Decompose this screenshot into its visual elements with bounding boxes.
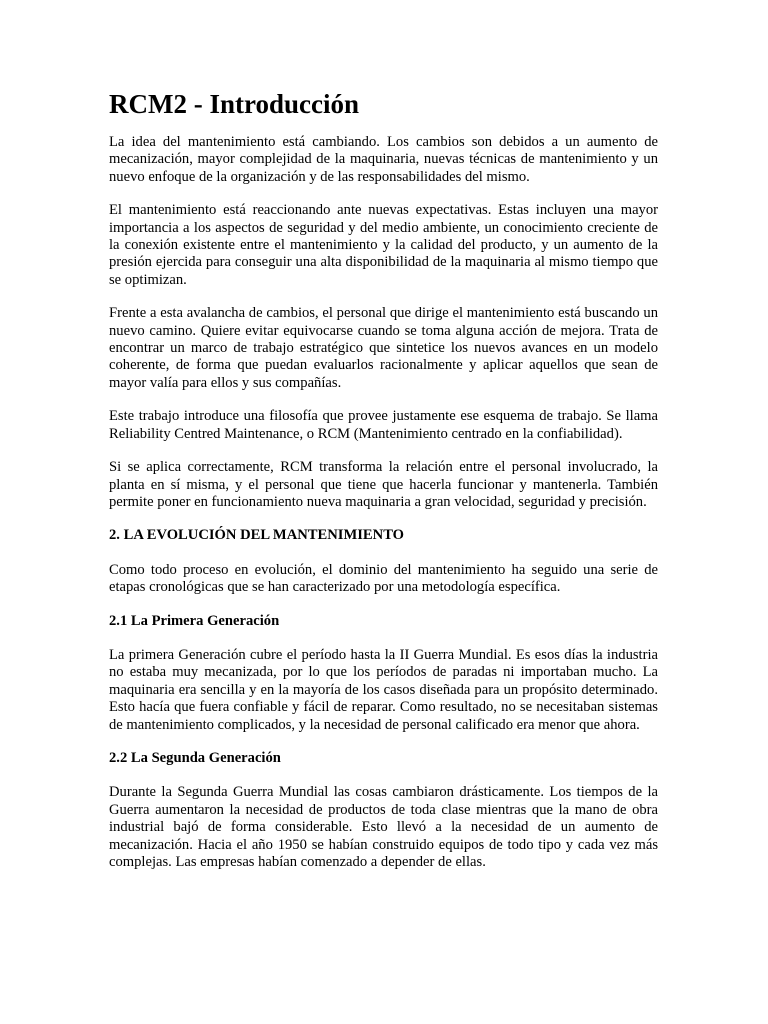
section-heading-primera-generacion: 2.1 La Primera Generación — [109, 612, 280, 629]
section-paragraph-primera-generacion: La primera Generación cubre el período hasta la II Guerra Mundial. Es esos días la industria no estaba muy mecanizada, por lo que los períodos de paradas ni importaban mucho. La maquinaria era sencilla y en la mayoría de los casos diseñada para un propósito determinado. Esto hacía que fuera confiable y fácil de reparar. Como resultado, no se necesitaban sistemas de mantenimiento complicados, y la necesidad de personal calificado era menor que ahora. — [109, 646, 658, 733]
section-heading-evolucion: 2. LA EVOLUCIÓN DEL MANTENIMIENTO — [109, 527, 405, 544]
intro-paragraph-2: El mantenimiento está reaccionando ante nuevas expectativas. Estas incluyen una mayor importancia a los aspectos de seguridad y del medio ambiente, un conocimiento creciente de la conexión existente entre el mantenimiento y la calidad del producto, y un aumento de la presión ejercida para conseguir una alta disponibilidad de la maquinaria al mismo tiempo que se optimizan. — [109, 202, 658, 288]
document-page — [109, 86, 658, 887]
intro-paragraph-3: Frente a esta avalancha de cambios, el personal que dirige el mantenimiento está buscando un nuevo camino. Quiere evitar equivocarse cuando se toma alguna acción de mejora. Trata de encontrar un marco de trabajo estratégico que sintetice los nuevos avances en un modelo coherente, de forma que puedan evaluarlos racionalmente y aplicar aquellos que sean de mayor valía para ellos y sus compañías. — [109, 305, 658, 391]
page-title: RCM2 - Introducción — [109, 89, 360, 119]
section-paragraph-segunda-generacion: Durante la Segunda Guerra Mundial las cosas cambiaron drásticamente. Los tiempos de la Guerra aumentaron la necesidad de productos de toda clase mientras que la mano de obra industrial bajó de forma considerable. Esto llevó a la necesidad de un aumento de mecanización. Hacia el año 1950 se habían construido equipos de todo tipo y cada vez más complejas. Las empresas habían comenzado a depender de ellas. — [109, 784, 658, 870]
section-paragraph-evolucion: Como todo proceso en evolución, el dominio del mantenimiento ha seguido una serie de etapas cronológicas que se han caracterizado por una metodología específica. — [109, 561, 658, 596]
section-heading-segunda-generacion: 2.2 La Segunda Generación — [109, 749, 281, 766]
intro-paragraph-1: La idea del mantenimiento está cambiando. Los cambios son debidos a un aumento de mecanización, mayor complejidad de la maquinaria, nuevas técnicas de mantenimiento y un nuevo enfoque de la organización y de las responsabilidades del mismo. — [109, 134, 658, 185]
intro-paragraph-5: Si se aplica correctamente, RCM transforma la relación entre el personal involucrado, la planta en sí misma, y el personal que tiene que hacerla funcionar y mantenerla. También permite poner en funcionamiento nueva maquinaria a gran velocidad, seguridad y precisión. — [109, 459, 658, 510]
intro-paragraph-4: Este trabajo introduce una filosofía que provee justamente ese esquema de trabajo. Se llama Reliability Centred Maintenance, o RCM (Mantenimiento centrado en la confiabilidad). — [109, 408, 658, 442]
